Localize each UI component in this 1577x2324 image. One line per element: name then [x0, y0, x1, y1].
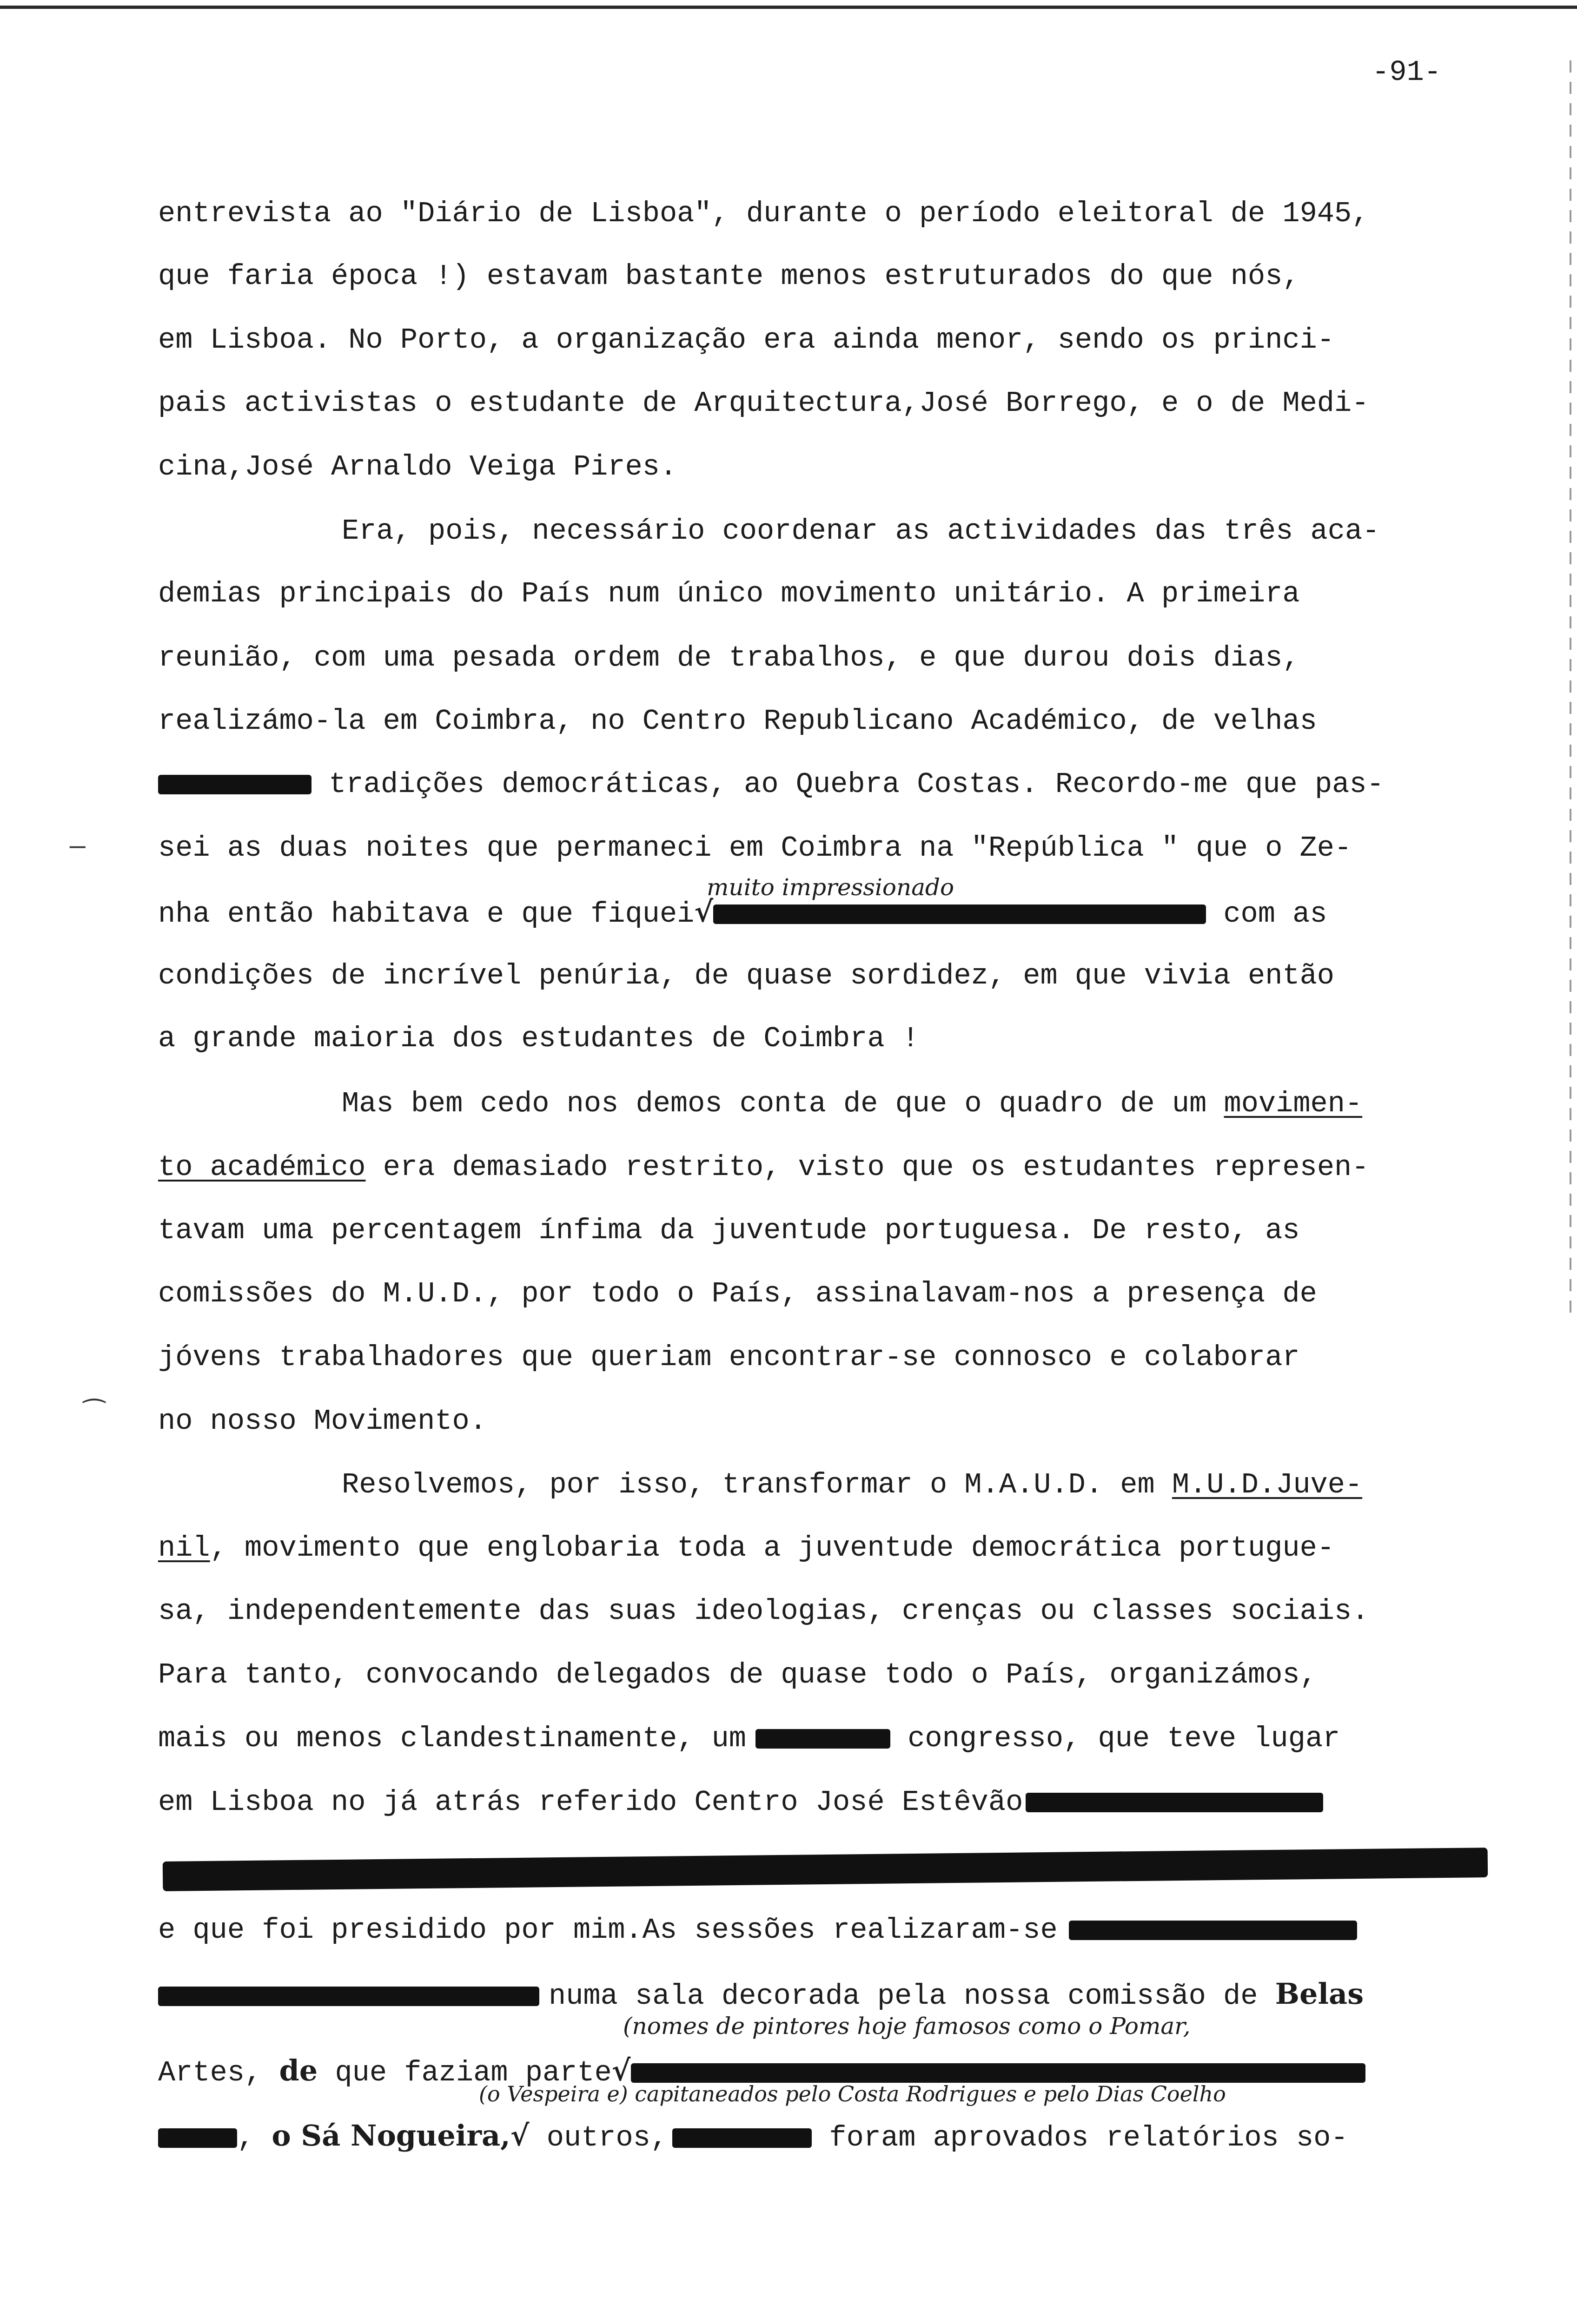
text-line: comissões do M.U.D., por todo o País, assinalavam-nos a presença de — [158, 1277, 1317, 1310]
redaction-bar — [158, 775, 311, 794]
text-line: realizámo-la em Coimbra, no Centro Republicano Académico, de velhas — [158, 705, 1317, 738]
redaction-bar-full-line — [163, 1848, 1488, 1891]
text-segment: numa sala decorada pela nossa comissão de — [549, 1980, 1275, 2013]
text-segment: , movimento que englobaria toda a juventude democrática portugue- — [210, 1532, 1335, 1565]
text-line — [158, 1914, 1357, 1947]
redaction-bar — [755, 1729, 890, 1749]
handwritten-word: o Sá Nogueira, — [272, 2119, 510, 2152]
text-line: cina,José Arnaldo Veiga Pires. — [158, 450, 677, 483]
text-segment: congresso, que teve lugar — [890, 1722, 1340, 1755]
text-segment: tradições democráticas, ao Quebra Costas. Recordo-me que pas- — [311, 768, 1384, 801]
text-line — [342, 1469, 1362, 1501]
redaction-bar — [672, 2128, 812, 2148]
redaction-bar — [1069, 1921, 1357, 1940]
top-border-line — [0, 6, 1577, 9]
underlined-text: movimen- — [1224, 1087, 1363, 1120]
caret-mark: √ — [510, 2119, 530, 2152]
right-edge-dashes — [1570, 60, 1571, 1315]
text-line: Era, pois, necessário coordenar as actividades das três aca- — [342, 515, 1380, 548]
text-line — [158, 1723, 1340, 1755]
text-line: a grande maioria dos estudantes de Coimbra ! — [158, 1022, 920, 1055]
caret-mark: √ — [611, 2053, 631, 2087]
margin-mark: ⁀ — [84, 1401, 105, 1431]
redaction-bar — [158, 2128, 237, 2148]
text-line: que faria época !) estavam bastante menos estruturados do que nós, — [158, 260, 1300, 293]
text-line — [158, 768, 1384, 801]
text-line: em Lisboa. No Porto, a organização era ainda menor, sendo os princi- — [158, 324, 1335, 357]
handwritten-note: (o Vespeira e) capitaneados pelo Costa Rodrigues e pelo Dias Coelho — [479, 2081, 1226, 2106]
underlined-text: nil — [158, 1532, 210, 1565]
text-segment: era demasiado restrito, visto que os estudantes represen- — [365, 1151, 1369, 1184]
text-line — [158, 1786, 1323, 1819]
text-segment: foram aprovados relatórios so- — [812, 2121, 1348, 2154]
margin-mark: — — [70, 832, 86, 862]
text-line — [158, 1532, 1334, 1565]
text-segment: , — [237, 2121, 272, 2154]
text-segment: mais ou menos clandestinamente, um — [158, 1722, 747, 1755]
text-line: tavam uma percentagem ínfima da juventude portuguesa. De resto, as — [158, 1214, 1300, 1247]
text-segment: outros, — [529, 2121, 668, 2154]
text-segment: com as — [1206, 898, 1327, 931]
text-segment: Mas bem cedo nos demos conta de que o quadro de um — [342, 1087, 1224, 1120]
text-segment: nha então habitava e que fiquei — [158, 898, 695, 931]
text-line: entrevista ao "Diário de Lisboa", durante o período eleitoral de 1945, — [158, 197, 1369, 230]
text-segment: Resolvemos, por isso, transformar o M.A.U.D. em — [342, 1468, 1172, 1501]
handwritten-word: Belas — [1275, 1977, 1364, 2011]
caret-mark: √ — [694, 895, 714, 929]
text-segment: em Lisboa no já atrás referido Centro José Estêvão — [158, 1786, 1023, 1819]
redaction-bar — [1026, 1793, 1323, 1812]
page-number: -91- — [1372, 56, 1441, 89]
underlined-text: to académico — [158, 1151, 366, 1184]
text-line — [158, 2119, 1348, 2154]
redaction-bar — [158, 1987, 539, 2006]
handwritten-note: (nomes de pintores hoje famosos como o Pomar, — [623, 2013, 1191, 2040]
text-line: Para tanto, convocando delegados de quase todo o País, organizámos, — [158, 1658, 1317, 1691]
text-line — [158, 1151, 1369, 1184]
text-line: pais activistas o estudante de Arquitectura,José Borrego, e o de Medi- — [158, 387, 1369, 420]
text-line: no nosso Movimento. — [158, 1405, 487, 1438]
text-segment: e que foi presidido por mim.As sessões realizaram-se — [158, 1914, 1058, 1947]
text-line: sa, independentemente das suas ideologias, crenças ou classes sociais. — [158, 1595, 1369, 1628]
text-line — [158, 896, 1327, 931]
handwritten-note: muito impressionado — [707, 874, 954, 901]
text-line: reunião, com uma pesada ordem de trabalhos, e que durou dois dias, — [158, 641, 1300, 674]
handwritten-word: de — [279, 2053, 318, 2087]
text-line: sei as duas noites que permaneci em Coimbra na "República " que o Ze- — [158, 832, 1352, 865]
text-line — [342, 1088, 1362, 1120]
redaction-bar — [713, 905, 1206, 924]
redaction-bar — [631, 2063, 1365, 2083]
text-line: jóvens trabalhadores que queriam encontrar-se connosco e colaborar — [158, 1341, 1300, 1374]
text-line: demias principais do País num único movimento unitário. A primeira — [158, 577, 1300, 610]
text-line: condições de incrível penúria, de quase sordidez, em que vivia então — [158, 959, 1335, 992]
text-segment: Artes, — [158, 2056, 279, 2089]
text-line — [158, 1978, 1364, 2013]
underlined-text: M.U.D.Juve- — [1172, 1468, 1363, 1501]
text-segment: que faziam parte — [318, 2056, 612, 2089]
